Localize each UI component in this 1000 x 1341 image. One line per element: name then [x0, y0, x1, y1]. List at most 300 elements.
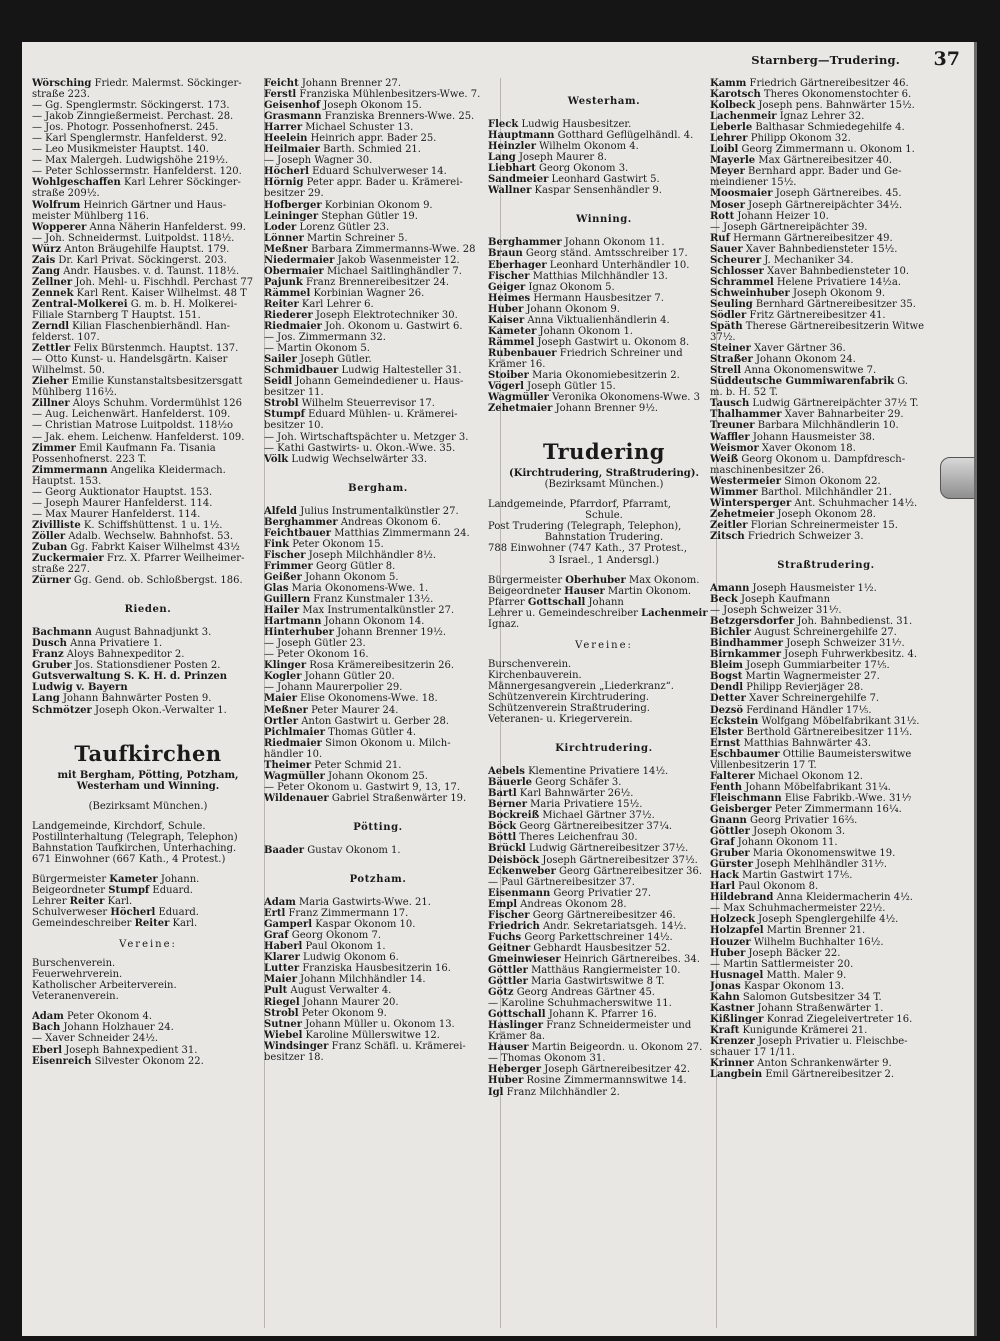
entry-text: Georg Schäfer 3.	[532, 777, 622, 789]
entry-surname: Frimmer	[264, 560, 313, 572]
entry-text: Jakob Wasenmeister 12.	[334, 254, 460, 266]
entry-text: Georg Privatier 16⅔.	[746, 815, 858, 826]
entry-text: — Martin Ökonom 5.	[264, 343, 370, 355]
entry-text: meister Mühlberg 116.	[32, 210, 149, 222]
entry-text: August Schreinergehilfe 27.	[751, 627, 897, 639]
directory-entry	[488, 692, 720, 703]
directory-entry	[264, 100, 492, 111]
entry-surname: Zieher	[32, 376, 69, 388]
entry-text: Franziska Brenners-Wwe. 25.	[321, 111, 475, 123]
running-head-title: Starnberg—Trudering.	[751, 53, 900, 67]
entry-surname: Kraft	[710, 1024, 740, 1036]
entry-surname: Bartl	[488, 788, 517, 800]
entry-surname: Vögerl	[488, 381, 524, 393]
directory-entry	[488, 921, 720, 932]
entry-text: Eduard.	[155, 907, 199, 919]
directory-entry	[32, 1033, 264, 1044]
directory-entry	[264, 693, 492, 704]
entry-surname: Lehrer	[710, 133, 748, 145]
entry-text: straße 209½.	[32, 188, 100, 200]
directory-entry	[710, 509, 942, 520]
entry-text: schauer 17 1/11.	[710, 1046, 795, 1058]
entry-text: Mühlberg 116½.	[32, 387, 117, 399]
entry-text: Georg Andreas Gärtner 45.	[513, 987, 655, 999]
entry-surname: Zimmermann	[32, 464, 108, 476]
directory-entry	[264, 583, 492, 594]
entry-surname: Hofberger	[264, 199, 322, 211]
directory-entry	[264, 222, 492, 233]
entry-text: — Joseph Maurer Hanfelderst. 114.	[32, 497, 213, 509]
official-name: Stumpf	[108, 884, 150, 896]
entry-text: Johann Möbelfabrikant 31¼.	[742, 781, 891, 793]
directory-entry	[264, 387, 492, 398]
entry-text: Michael Ökonom 12.	[754, 770, 863, 782]
directory-entry	[488, 163, 720, 174]
entry-text: Matthias Milchhändler 13.	[529, 270, 668, 282]
entry-surname: Kogler	[264, 671, 302, 683]
entry-surname: Loibl	[710, 144, 739, 156]
directory-entry	[710, 594, 942, 605]
directory-entry	[710, 682, 942, 693]
entry-surname: Houzer	[710, 936, 751, 948]
directory-entry	[710, 937, 942, 948]
entry-text: 788 Einwohner (747 Kath., 37 Protest.,	[488, 543, 688, 555]
entry-text: Schulverweser	[32, 907, 111, 919]
entry-surname: Götz	[488, 987, 514, 999]
entry-text: Franz Brennereibesitzer 24.	[302, 276, 450, 288]
directory-entry	[710, 233, 942, 244]
directory-entry	[710, 738, 942, 749]
entry-text: Andreas Ökonom 28.	[517, 898, 627, 910]
directory-entry	[32, 200, 264, 211]
directory-entry	[32, 682, 264, 693]
directory-entry	[32, 288, 264, 299]
entry-surname: Krenzer	[710, 1035, 755, 1047]
centered-note: (Bezirksamt München.)	[544, 479, 664, 491]
entry-text: Leonhard Unterhändler 10.	[546, 259, 690, 271]
entry-text: Martin Gastwirt 17⅕.	[738, 870, 853, 882]
entry-text: Joseph Ökonom 3.	[749, 826, 846, 838]
entry-text: Johann Ökonom 9.	[523, 303, 620, 315]
directory-entry	[710, 992, 942, 1003]
entry-text: Eduard Mühlen- u. Krämerei-	[305, 409, 458, 421]
entry-text: Georg Ökonom 7.	[288, 930, 382, 942]
directory-entry	[32, 188, 264, 199]
entry-text: Schützenverein Straßtrudering.	[488, 703, 650, 715]
directory-entry	[264, 594, 492, 605]
entry-surname: Liebhart	[488, 163, 536, 175]
entry-text: Ludwig Haltesteller 31.	[338, 365, 462, 377]
entry-text: Therese Gärtnereibesitzerin Witwe	[742, 321, 924, 333]
entry-surname: Zellner	[32, 276, 73, 288]
directory-entry	[710, 365, 942, 376]
entry-surname: Betzgersdorfer	[710, 616, 795, 628]
directory-entry	[488, 681, 720, 692]
entry-surname: Igl	[488, 1086, 504, 1098]
directory-entry	[32, 332, 264, 343]
entry-text: Kaspar Sensenhändler 9.	[531, 185, 662, 197]
entry-text: Joseph Gärtnereibes. 45.	[772, 188, 902, 200]
directory-entry	[710, 848, 942, 859]
entry-text: — Joh. Wirtschaftspächter u. Metzger 3.	[264, 431, 469, 443]
entry-text: Martin Wagnermeister 27.	[742, 671, 880, 683]
entry-surname: Bäuerle	[488, 777, 532, 789]
entry-text: Filiale Starnberg T Hauptst. 151.	[32, 309, 201, 321]
directory-entry	[488, 608, 720, 619]
entry-text: Joseph Gummiarbeiter 17⅕.	[743, 660, 890, 672]
section-heading: Straßtrudering.	[777, 559, 875, 571]
entry-surname: Huber	[488, 303, 524, 315]
directory-entry	[710, 354, 942, 365]
entry-surname: Guillern	[264, 594, 311, 606]
entry-text: Barbara Milchhändlerin 10.	[754, 420, 899, 432]
entry-text: Kaspar Ökonom 10.	[312, 919, 416, 931]
entry-surname: Würz	[32, 243, 62, 255]
entry-text: Karl Lehrer Söckinger-	[120, 177, 241, 189]
entry-surname: Meyer	[710, 166, 745, 178]
entry-text: Gg. Gend. ob. Schloßbergst. 186.	[70, 575, 243, 587]
directory-entry	[264, 177, 492, 188]
entry-text: Georg Privatier 27.	[550, 887, 652, 899]
entry-text: Eduard Schulverweser 14.	[308, 166, 447, 178]
directory-entry	[710, 321, 942, 332]
directory-entry	[488, 821, 720, 832]
entry-surname: Strobl	[264, 1007, 299, 1019]
entry-text: Lorenz Gütler 23.	[296, 221, 390, 233]
directory-entry	[32, 564, 264, 575]
directory-entry	[32, 376, 264, 387]
directory-entry	[32, 638, 264, 649]
entry-text: — Kathi Gastwirts- u. Ökon.-Wwe. 35.	[264, 442, 456, 454]
entry-text: Johann Holzhauer 24.	[60, 1022, 174, 1034]
entry-surname: Geisberger	[710, 803, 772, 815]
directory-entry	[488, 899, 720, 910]
directory-entry	[488, 1020, 720, 1031]
entry-surname: Süddeutsche Gummiwarenfabrik	[710, 376, 895, 388]
entry-text: August Verwalter 4.	[287, 985, 392, 997]
directory-entry	[488, 866, 720, 877]
directory-entry	[32, 896, 264, 907]
entry-text: Ottilie Baumeisterswitwe	[779, 748, 912, 760]
directory-entry	[710, 749, 942, 760]
directory-entry	[710, 716, 942, 727]
entry-text: Joseph Bäcker 22.	[745, 947, 841, 959]
entry-text: Emilie Kunstanstaltsbesitzersgatt	[68, 376, 243, 388]
directory-entry	[710, 89, 942, 100]
directory-entry	[710, 100, 942, 111]
entry-surname: Dusch	[32, 638, 67, 650]
entry-text: Korbinian Ökonom 9.	[321, 199, 433, 211]
entry-text: — Joseph Wagner 30.	[264, 155, 373, 167]
entry-surname: Kißlinger	[710, 1013, 764, 1025]
entry-text: Gustav Ökonom 1.	[304, 845, 401, 856]
place-heading: Trudering	[543, 439, 665, 465]
entry-text: Lehrer u. Gemeindeschreiber	[488, 607, 642, 619]
directory-entry	[32, 111, 264, 122]
entry-surname: Wimmer	[710, 486, 758, 498]
directory-entry	[264, 605, 492, 616]
directory-entry	[264, 443, 492, 454]
directory-entry	[264, 188, 492, 199]
directory-entry	[264, 343, 492, 354]
entry-surname: Westermeier	[710, 475, 782, 487]
entry-surname: Höcherl	[264, 166, 309, 178]
directory-entry	[710, 487, 942, 498]
entry-text: Wolfgang Möbelfabrikant 31½.	[758, 715, 920, 727]
entry-text: maschinenbesitzer 26.	[710, 464, 825, 476]
directory-entry	[710, 815, 942, 826]
directory-entry	[488, 575, 720, 586]
directory-entry	[488, 777, 720, 788]
directory-entry	[488, 348, 720, 359]
entry-surname: Maier	[264, 974, 297, 986]
entry-surname: Zehetmaier	[488, 403, 553, 415]
entry-text: Michael Gärtner 37½.	[539, 810, 655, 822]
directory-entry	[32, 144, 264, 155]
entry-surname: Pult	[264, 985, 288, 997]
entry-surname: Seuling	[710, 298, 753, 310]
directory-entry	[32, 310, 264, 321]
entry-surname: Zöller	[32, 530, 66, 542]
entry-surname: Eckstein	[710, 715, 759, 727]
entry-text: straße 227.	[32, 564, 90, 576]
entry-surname: Berner	[488, 799, 527, 811]
entry-text: Franz Milchhändler 2.	[503, 1086, 620, 1098]
entry-text: Emil Gärtnereibesitzer 2.	[762, 1069, 895, 1081]
entry-text: August Bahnadjunkt 3.	[91, 627, 212, 639]
directory-entry	[264, 561, 492, 572]
directory-entry	[710, 959, 942, 970]
centered-note: Schule.	[585, 510, 623, 522]
entry-text: Johann Brenner 9½.	[552, 403, 659, 415]
directory-entry	[32, 1045, 264, 1056]
directory-entry	[32, 660, 264, 671]
entry-surname: Ertl	[264, 908, 286, 920]
directory-entry	[264, 952, 492, 963]
directory-entry	[488, 271, 720, 282]
directory-entry	[710, 133, 942, 144]
entry-text: Elise Ökonomens-Wwe. 18.	[296, 693, 438, 705]
directory-entry	[264, 616, 492, 627]
directory-entry	[710, 343, 942, 354]
directory-entry	[710, 892, 942, 903]
entry-text: Ludwig Gärtnereibesitzer 37½.	[525, 843, 689, 855]
entry-surname: Gamperl	[264, 919, 313, 931]
directory-entry	[710, 804, 942, 815]
entry-text: — Peter Schlossermstr. Hanfelderst. 120.	[32, 166, 242, 178]
entry-surname: Hörnig	[264, 177, 304, 189]
directory-entry	[488, 965, 720, 976]
entry-text: Dr. Karl Privat. Söckingerst. 203.	[55, 254, 227, 266]
entry-text: Frz. X. Pfarrer Weilheimer-	[103, 553, 245, 565]
directory-entry	[32, 432, 264, 443]
entry-text: Johann.	[157, 873, 200, 885]
entry-surname: Heinzler	[488, 141, 536, 153]
entry-text: händler 10.	[264, 748, 323, 760]
entry-text: — Peter Ökonom u. Gastwirt 9, 13, 17.	[264, 781, 461, 793]
entry-surname: Gnann	[710, 815, 747, 826]
entry-surname: Elster	[710, 726, 744, 738]
directory-entry	[264, 376, 492, 387]
entry-surname: Hauser	[488, 1042, 529, 1054]
entry-text: — Jak. ehem. Leichenw. Hanfelderst. 109.	[32, 431, 245, 443]
entry-text: Xaver Ökonom 18.	[758, 442, 856, 454]
entry-surname: Riedmaier	[264, 737, 322, 749]
entry-surname: Franz	[32, 649, 64, 661]
entry-surname: Meßner	[264, 704, 308, 716]
directory-entry	[264, 550, 492, 561]
directory-entry	[264, 432, 492, 443]
directory-entry	[32, 299, 264, 310]
entry-surname: Fuchs	[488, 931, 522, 943]
entry-surname: Heberger	[488, 1064, 542, 1076]
directory-entry	[264, 200, 492, 211]
entry-text: Martin Schreiner 5.	[303, 232, 408, 244]
entry-text: Ignaz.	[488, 618, 520, 630]
entry-surname: Wintersperger	[710, 497, 792, 509]
entry-text: Franz Zimmermann 17.	[285, 908, 409, 920]
directory-entry	[488, 326, 720, 337]
directory-entry	[264, 454, 492, 465]
directory-entry	[488, 943, 720, 954]
entry-text: Ludwig Wechselwärter 33.	[288, 453, 428, 465]
entry-surname: Haslinger	[488, 1020, 544, 1032]
directory-entry	[32, 854, 264, 865]
directory-entry	[264, 1041, 492, 1052]
entry-text: Burschenverein.	[32, 958, 116, 970]
entry-text: Johann Milchhändler 14.	[296, 974, 426, 986]
entry-text: — Joseph Gütler 23.	[264, 638, 366, 650]
directory-entry	[264, 133, 492, 144]
directory-entry	[710, 1014, 942, 1025]
entry-surname: Zürner	[32, 575, 71, 587]
entry-surname: Huber	[710, 947, 746, 959]
entry-text: G. m. b. H. Molkerei-	[127, 298, 238, 310]
entry-surname: Beck	[710, 594, 738, 606]
spacer	[488, 490, 720, 499]
directory-entry	[32, 520, 264, 531]
entry-surname: Zentral-Molkerei	[32, 298, 128, 310]
entry-surname: Feichtbauer	[264, 527, 332, 539]
directory-entry	[710, 531, 942, 542]
entry-surname: Zerndl	[32, 321, 69, 333]
entry-surname: Zeitler	[710, 519, 748, 531]
directory-entry	[264, 420, 492, 431]
spacer	[32, 792, 264, 801]
directory-entry	[488, 304, 720, 315]
directory-entry	[710, 155, 942, 166]
directory-entry	[710, 627, 942, 638]
centered-note: 3 Israel., 1 Andersgl.)	[548, 554, 660, 566]
entry-text: Fritz Gärtnereibesitzer 41.	[746, 309, 886, 321]
entry-surname: Wolfrum	[32, 199, 81, 211]
entry-text: Ludwig Ökonom 6.	[299, 952, 399, 964]
entry-surname: Gruber	[32, 660, 72, 672]
directory-entry	[264, 398, 492, 409]
entry-surname: Hailer	[264, 605, 300, 617]
entry-text: Johann Straßenwärter 1.	[754, 1002, 884, 1014]
entry-surname: Bleim	[710, 660, 743, 672]
entry-text: Barthol. Milchhändler 21.	[757, 486, 892, 498]
directory-entry	[710, 1069, 942, 1080]
directory-entry	[264, 760, 492, 771]
entry-text: Joseph Gütler 15.	[523, 381, 616, 393]
entry-surname: Rubenbauer	[488, 347, 557, 359]
entry-text: Friedrich Schreiner und	[556, 347, 683, 359]
entry-text: — Joseph Schweizer 31⅐.	[710, 605, 842, 617]
directory-entry	[32, 671, 264, 682]
entry-surname: Sailer	[264, 354, 297, 366]
directory-entry	[710, 111, 942, 122]
directory-entry	[32, 991, 264, 1002]
directory-entry	[32, 1022, 264, 1033]
directory-entry	[488, 810, 720, 821]
entry-text: Aloys Bahnexpeditor 2.	[63, 649, 185, 661]
entry-text: Maria Gastwirts-Wwe. 21.	[295, 897, 431, 909]
directory-entry	[710, 122, 942, 133]
entry-text: Franz Schneidermeister und	[543, 1020, 692, 1032]
entry-text: Maria Privatiere 15½.	[526, 799, 643, 811]
entry-text: Silvester Ökonom 22.	[91, 1055, 204, 1067]
directory-entry	[32, 387, 264, 398]
directory-entry	[488, 260, 720, 271]
entry-surname: Haberl	[264, 941, 303, 953]
directory-entry	[264, 1008, 492, 1019]
entry-surname: Harl	[710, 881, 735, 893]
directory-entry	[488, 1064, 720, 1075]
entry-text: Anton Gastwirt u. Gerber 28.	[298, 715, 450, 727]
entry-surname: Langbein	[710, 1069, 763, 1081]
directory-entry	[710, 266, 942, 277]
entry-text: Peter Schmid 21.	[311, 759, 402, 771]
directory-entry	[32, 907, 264, 918]
directory-entry	[264, 1019, 492, 1030]
entry-text: 671 Einwohner (667 Kath., 4 Protest.)	[32, 853, 226, 865]
directory-entry	[710, 222, 942, 233]
directory-entry	[264, 89, 492, 100]
directory-entry	[710, 649, 942, 660]
entry-surname: Zehetmeier	[710, 508, 775, 520]
directory-entry	[710, 211, 942, 222]
directory-entry	[264, 845, 492, 856]
centered-note: Bahnstation Trudering.	[544, 532, 664, 544]
directory-entry	[710, 616, 942, 627]
directory-entry	[264, 78, 492, 89]
directory-entry	[264, 354, 492, 365]
entry-surname: Rämmel	[488, 336, 535, 348]
entry-surname: Zettler	[32, 343, 71, 355]
entry-surname: Schmidbauer	[264, 365, 339, 377]
entry-surname: Riedmaier	[264, 321, 322, 333]
directory-entry	[264, 166, 492, 177]
entry-surname: Sandmeier	[488, 174, 549, 186]
directory-entry	[488, 119, 720, 130]
entry-text: Paul Ökonom 1.	[302, 941, 386, 953]
entry-text: Georg Ökonom u. Dampfdresch-	[738, 453, 906, 465]
entry-surname: Glas	[264, 583, 289, 595]
directory-entry	[264, 682, 492, 693]
entry-surname: Zuckermaier	[32, 553, 104, 565]
entry-text: — Joh. Schneidermst. Luitpoldst. 118½.	[32, 232, 235, 244]
directory-entry	[264, 144, 492, 155]
entry-text: Johann Müller u. Ökonom 13.	[302, 1018, 455, 1030]
directory-entry	[488, 174, 720, 185]
directory-entry	[710, 727, 942, 738]
directory-entry	[710, 409, 942, 420]
entry-surname: Harrer	[264, 122, 303, 134]
entry-text: Gg. Fabrkt Kaiser Wilhelmst 43½	[67, 541, 240, 553]
directory-entry	[710, 914, 942, 925]
